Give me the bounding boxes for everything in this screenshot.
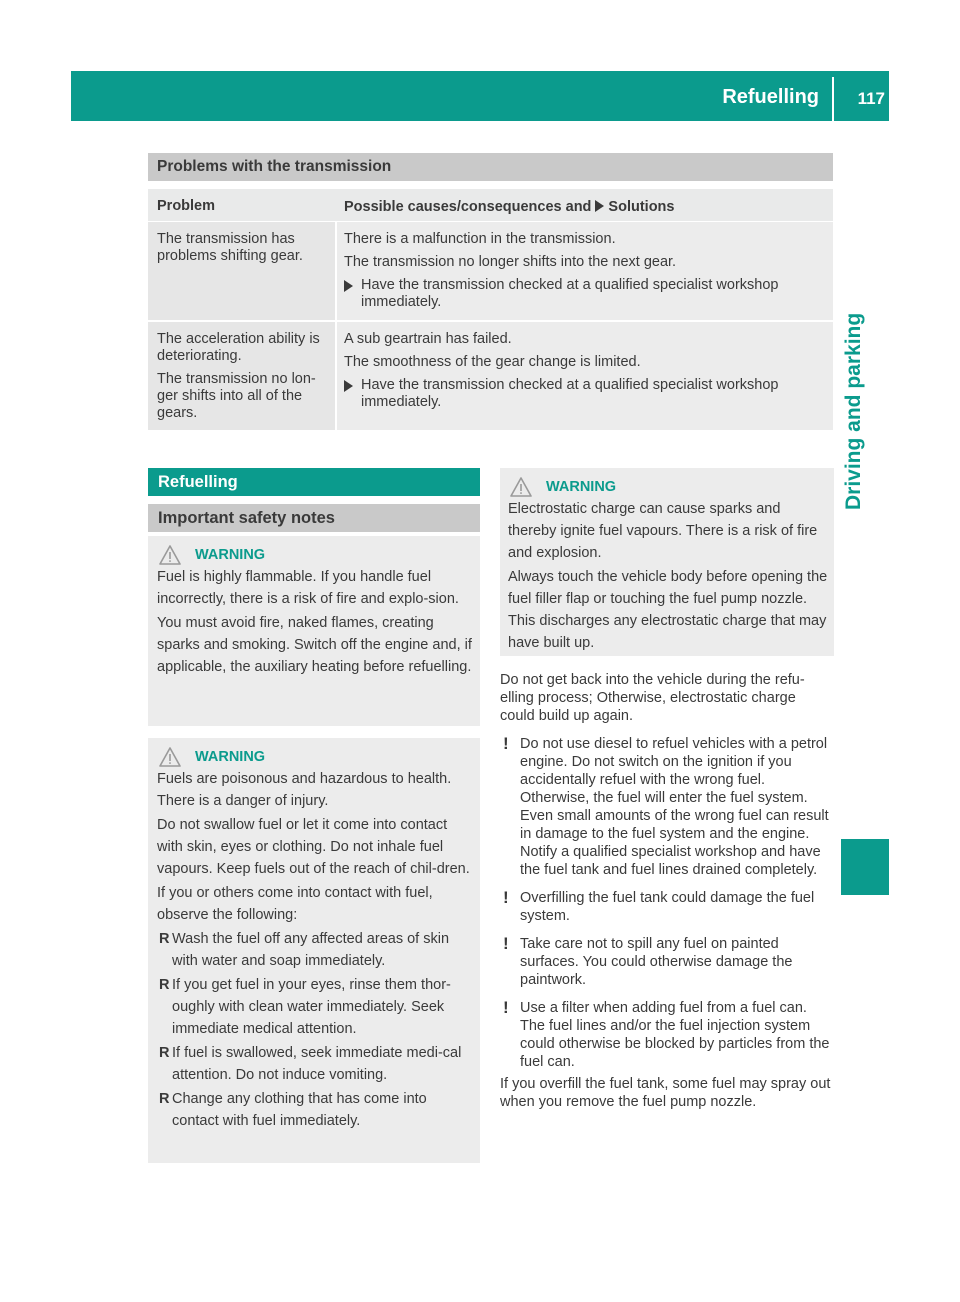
notice-item: ! Do not use diesel to refuel vehicles with a petrol engine. Do not switch on the ignition if you accidentally refuel with the wrong fuel. Otherwise, the fuel will enter the fuel system. Even small amounts of the wrong fuel can result in damage to the fuel system and the engine. Notify a qualified specialist workshop and have the fuel tank and fuel lines drained completely. — [503, 734, 829, 878]
warning-heading: WARNING — [157, 544, 474, 566]
warning-text: If you or others come into contact with fuel, observe the following: — [157, 885, 433, 923]
subsection-title: Important safety notes — [158, 509, 335, 527]
exclamation-icon: ! — [503, 934, 509, 953]
cause-text: The smoothness of the gear change is limited. — [344, 354, 641, 370]
list-item: R If you get fuel in your eyes, rinse them thor-oughly with clean water immediately. Seek immediate medical attention. — [157, 974, 474, 1040]
body-paragraph: If you overfill the fuel tank, some fuel may spray out when you remove the fuel pump nozzle. — [500, 1076, 831, 1110]
header-title: Refuelling — [722, 86, 819, 108]
list-item: R Wash the fuel off any affected areas of skin with water and soap immediately. — [157, 928, 474, 972]
exclamation-icon: ! — [503, 998, 509, 1017]
side-tab-label: Driving and parking — [842, 312, 865, 510]
warning-box-electrostatic — [500, 468, 834, 656]
solution-cell — [337, 322, 833, 430]
cause-text: There is a malfunction in the transmission. — [344, 231, 616, 247]
cause-text: A sub geartrain has failed. — [344, 331, 512, 347]
solution-step: Have the transmission checked at a qualified specialist workshop immediately. — [344, 377, 829, 411]
solution-step: Have the transmission checked at a qualified specialist workshop immediately. — [344, 277, 829, 311]
warning-triangle-icon — [510, 477, 532, 497]
warning-text: Fuels are poisonous and hazardous to health. There is a danger of injury. — [157, 771, 452, 809]
col-solutions-header: Possible causes/consequences and Solutions — [344, 199, 675, 215]
step-arrow-icon — [344, 280, 353, 292]
problem-text: The transmission no lon-ger shifts into all of the gears. — [157, 371, 316, 421]
table-row — [148, 322, 833, 430]
warning-text: You must avoid fire, naked flames, creating sparks and smoking. Switch off the engine and, if applicable, the auxiliary heating before refuelling. — [157, 615, 472, 675]
bullet-icon: R — [159, 1045, 170, 1061]
refuelling-section-bar — [148, 468, 480, 496]
notice-item: ! Use a filter when adding fuel from a fuel can. The fuel lines and/or the fuel injection system could otherwise be blocked by particles from the fuel can. — [503, 998, 830, 1070]
header-separator — [832, 77, 834, 121]
warning-text: Fuel is highly flammable. If you handle fuel incorrectly, there is a risk of fire and explo-sion. — [157, 569, 459, 607]
body-paragraph: Do not get back into the vehicle during the refu-elling process; Otherwise, electrostatic charge could build up again. — [500, 672, 805, 724]
section-title: Refuelling — [158, 473, 238, 491]
notice-item: ! Overfilling the fuel tank could damage the fuel system. — [503, 888, 815, 924]
list-item: R Change any clothing that has come into contact with fuel immediately. — [157, 1088, 474, 1132]
bullet-icon: R — [159, 1091, 170, 1107]
warning-triangle-icon — [159, 545, 181, 565]
warning-text: Electrostatic charge can cause sparks and thereby ignite fuel vapours. There is a risk of fire and explosion. — [508, 501, 818, 561]
bullet-icon: R — [159, 977, 170, 993]
bullet-icon: R — [159, 931, 170, 947]
cause-text: The transmission no longer shifts into the next gear. — [344, 254, 677, 270]
problem-cell — [148, 222, 335, 320]
exclamation-icon: ! — [503, 734, 509, 753]
step-arrow-icon — [595, 200, 604, 212]
list-item: R If fuel is swallowed, seek immediate medi-cal attention. Do not induce vomiting. — [157, 1042, 474, 1086]
safety-notes-bar — [148, 504, 480, 532]
exclamation-icon: ! — [503, 888, 509, 907]
col-problem-header: Problem — [157, 198, 216, 214]
table-title-text: Problems with the transmission — [157, 158, 392, 175]
side-tab-marker — [841, 839, 889, 895]
solution-cell — [337, 222, 833, 320]
warning-box-fire — [148, 536, 480, 726]
table-header — [148, 189, 833, 221]
problem-text: The transmission has problems shifting gear. — [157, 231, 303, 264]
notice-item: ! Take care not to spill any fuel on painted surfaces. You could otherwise damage the paintwork. — [503, 934, 793, 988]
warning-text: Do not swallow fuel or let it come into contact with skin, eyes or clothing. Do not inhale fuel vapours. Keep fuels out of the reach of chil-dren. — [157, 817, 470, 877]
problem-text: The acceleration ability is deteriorating. — [157, 331, 320, 364]
transmission-table-title — [148, 153, 833, 181]
right-column-text — [500, 671, 834, 1111]
warning-heading: WARNING — [157, 746, 474, 768]
page-number: 117 — [857, 89, 885, 108]
header-bar — [71, 71, 889, 121]
warning-heading: WARNING — [508, 476, 828, 498]
warning-text: Always touch the vehicle body before opening the fuel filler flap or touching the fuel pump nozzle. This discharges any electrostatic charge that may have built up. — [508, 569, 828, 651]
warning-triangle-icon — [159, 747, 181, 767]
warning-box-poison — [148, 738, 480, 1163]
problem-cell — [148, 322, 335, 430]
step-arrow-icon — [344, 380, 353, 392]
table-row — [148, 222, 833, 320]
